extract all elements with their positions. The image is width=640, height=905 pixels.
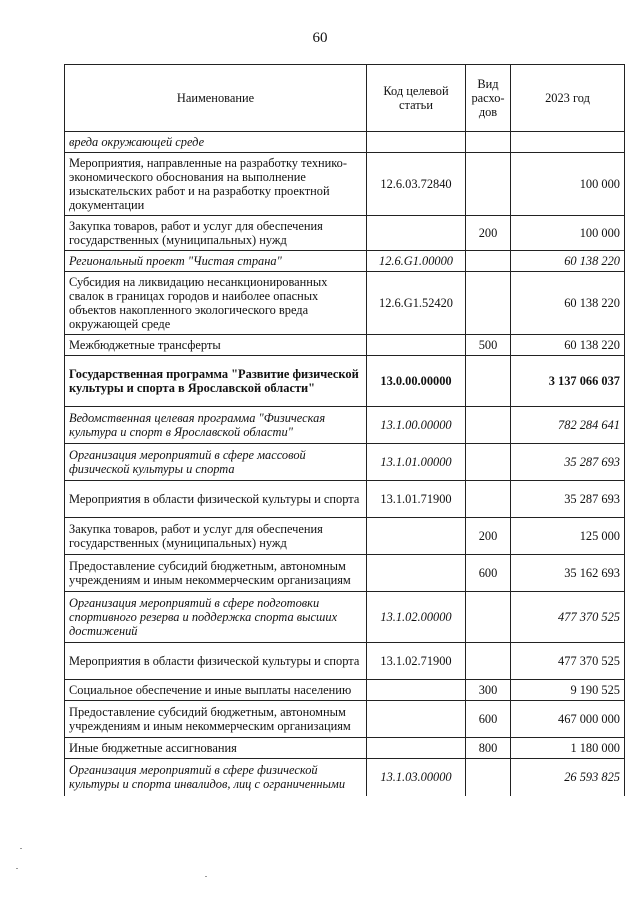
row-type-cell xyxy=(466,592,511,643)
row-amount-cell: 467 000 000 xyxy=(511,701,625,738)
row-type-cell: 800 xyxy=(466,738,511,759)
table-row xyxy=(65,132,625,153)
table-row xyxy=(65,738,625,759)
row-name-cell: Мероприятия, направленные на разработку технико-экономического обоснования на выполнение изыскательских работ и на разработку проектной документации xyxy=(65,153,367,216)
row-type-cell: 200 xyxy=(466,518,511,555)
row-type-cell xyxy=(466,153,511,216)
row-name-cell: Субсидия на ликвидацию несанкционированных свалок в границах городов и наиболее опасных объектов накопленного экологического вреда окружающей среде xyxy=(65,272,367,335)
row-name-cell: вреда окружающей среде xyxy=(65,132,367,153)
row-name-cell: Организация мероприятий в сфере подготовки спортивного резерва и поддержка спорта высших достижений xyxy=(65,592,367,643)
row-amount-cell: 35 162 693 xyxy=(511,555,625,592)
row-name-cell: Государственная программа "Развитие физической культуры и спорта в Ярославской области" xyxy=(65,356,367,407)
header-name: Наименование xyxy=(65,65,367,132)
table-row xyxy=(65,518,625,555)
row-name-cell: Мероприятия в области физической культуры и спорта xyxy=(65,481,367,518)
row-code-cell: 13.0.00.00000 xyxy=(367,356,466,407)
table-row xyxy=(65,335,625,356)
row-type-cell xyxy=(466,251,511,272)
table-row xyxy=(65,272,625,335)
row-amount-cell: 26 593 825 xyxy=(511,759,625,796)
row-type-cell xyxy=(466,481,511,518)
row-type-cell xyxy=(466,643,511,680)
row-name-cell: Межбюджетные трансферты xyxy=(65,335,367,356)
row-amount-cell: 782 284 641 xyxy=(511,407,625,444)
row-name-cell: Организация мероприятий в сфере физической культуры и спорта инвалидов, лиц с ограниченными xyxy=(65,759,367,796)
row-type-cell xyxy=(466,444,511,481)
row-amount-cell xyxy=(511,132,625,153)
header-type: Вид расхо-дов xyxy=(466,65,511,132)
row-amount-cell: 100 000 xyxy=(511,153,625,216)
table-row xyxy=(65,444,625,481)
table-row xyxy=(65,643,625,680)
row-code-cell xyxy=(367,216,466,251)
row-amount-cell: 3 137 066 037 xyxy=(511,356,625,407)
row-name-cell: Предоставление субсидий бюджетным, автономным учреждениям и иным некоммерческим организациям xyxy=(65,555,367,592)
row-code-cell xyxy=(367,335,466,356)
row-amount-cell: 100 000 xyxy=(511,216,625,251)
row-code-cell: 13.1.01.00000 xyxy=(367,444,466,481)
row-code-cell: 12.6.G1.00000 xyxy=(367,251,466,272)
row-name-cell: Мероприятия в области физической культуры и спорта xyxy=(65,643,367,680)
row-type-cell xyxy=(466,132,511,153)
table-row xyxy=(65,407,625,444)
page-number: 60 xyxy=(312,30,328,46)
table-row xyxy=(65,592,625,643)
row-amount-cell: 60 138 220 xyxy=(511,272,625,335)
row-amount-cell: 125 000 xyxy=(511,518,625,555)
row-amount-cell: 35 287 693 xyxy=(511,481,625,518)
table-row xyxy=(65,216,625,251)
table-row xyxy=(65,251,625,272)
row-code-cell xyxy=(367,518,466,555)
table-row xyxy=(65,680,625,701)
table-row xyxy=(65,153,625,216)
row-code-cell: 12.6.03.72840 xyxy=(367,153,466,216)
row-code-cell: 13.1.03.00000 xyxy=(367,759,466,796)
row-code-cell: 12.6.G1.52420 xyxy=(367,272,466,335)
row-type-cell xyxy=(466,407,511,444)
row-name-cell: Закупка товаров, работ и услуг для обеспечения государственных (муниципальных) нужд xyxy=(65,216,367,251)
table-row xyxy=(65,701,625,738)
row-name-cell: Региональный проект "Чистая страна" xyxy=(65,251,367,272)
row-name-cell: Организация мероприятий в сфере массовой физической культуры и спорта xyxy=(65,444,367,481)
row-amount-cell: 60 138 220 xyxy=(511,251,625,272)
row-name-cell: Ведомственная целевая программа "Физическая культура и спорт в Ярославской области" xyxy=(65,407,367,444)
row-code-cell xyxy=(367,701,466,738)
row-code-cell: 13.1.02.00000 xyxy=(367,592,466,643)
table-row xyxy=(65,759,625,796)
table-header-row xyxy=(65,65,625,132)
row-name-cell: Закупка товаров, работ и услуг для обеспечения государственных (муниципальных) нужд xyxy=(65,518,367,555)
row-amount-cell: 477 370 525 xyxy=(511,592,625,643)
budget-table xyxy=(64,64,625,796)
row-type-cell: 600 xyxy=(466,555,511,592)
row-amount-cell: 60 138 220 xyxy=(511,335,625,356)
row-type-cell: 300 xyxy=(466,680,511,701)
row-type-cell xyxy=(466,272,511,335)
row-type-cell: 500 xyxy=(466,335,511,356)
row-code-cell: 13.1.02.71900 xyxy=(367,643,466,680)
row-amount-cell: 1 180 000 xyxy=(511,738,625,759)
row-code-cell xyxy=(367,132,466,153)
row-code-cell: 13.1.00.00000 xyxy=(367,407,466,444)
header-amount: 2023 год xyxy=(511,65,625,132)
header-code: Код целевой статьи xyxy=(367,65,466,132)
table-row xyxy=(65,356,625,407)
row-type-cell xyxy=(466,759,511,796)
row-code-cell xyxy=(367,738,466,759)
row-code-cell xyxy=(367,555,466,592)
row-amount-cell: 35 287 693 xyxy=(511,444,625,481)
row-code-cell: 13.1.01.71900 xyxy=(367,481,466,518)
row-name-cell: Иные бюджетные ассигнования xyxy=(65,738,367,759)
table-row xyxy=(65,555,625,592)
row-code-cell xyxy=(367,680,466,701)
table-row xyxy=(65,481,625,518)
table-body xyxy=(65,132,625,796)
row-amount-cell: 9 190 525 xyxy=(511,680,625,701)
row-type-cell: 600 xyxy=(466,701,511,738)
row-name-cell: Предоставление субсидий бюджетным, автономным учреждениям и иным некоммерческим организациям xyxy=(65,701,367,738)
row-name-cell: Социальное обеспечение и иные выплаты населению xyxy=(65,680,367,701)
row-amount-cell: 477 370 525 xyxy=(511,643,625,680)
row-type-cell: 200 xyxy=(466,216,511,251)
row-type-cell xyxy=(466,356,511,407)
